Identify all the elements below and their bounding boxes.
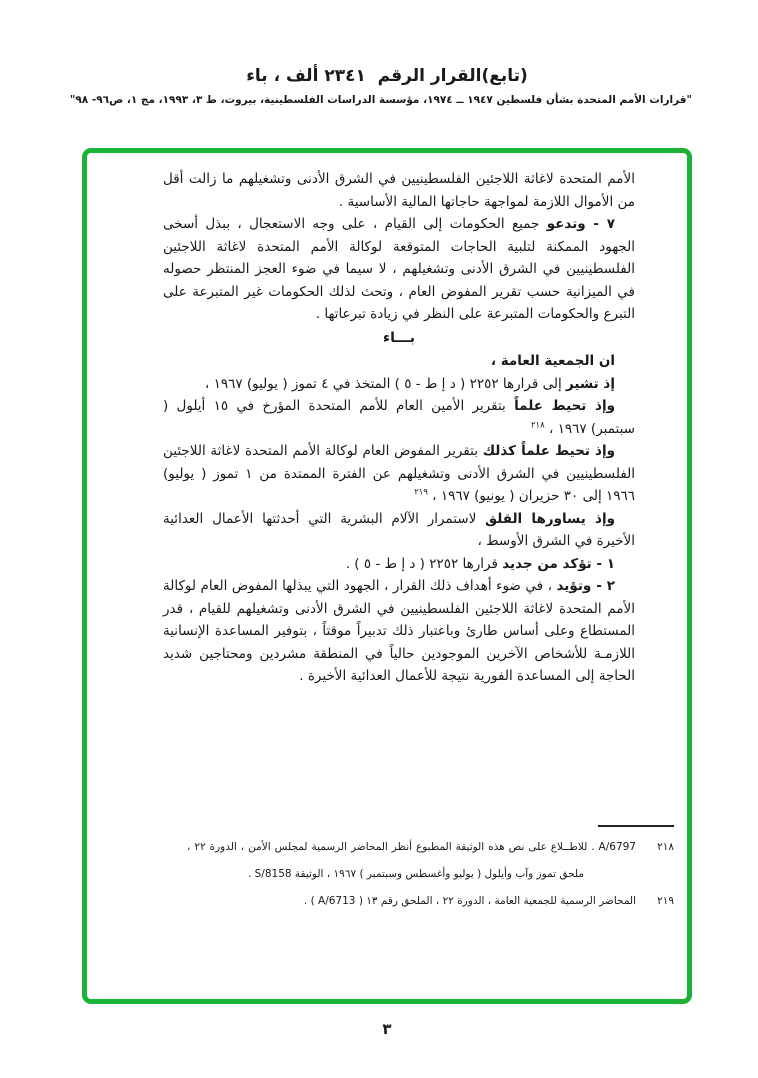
resolution-paragraph: وإذ تحيط علماً بتقرير الأمين العام للأمم المتحدة المؤرخ في ١٥ أيلول ( سبتمبر) ١٩٦٧ ، $^{٢١٨}$ — [163, 398, 635, 437]
page-number: ٣ — [382, 1020, 392, 1038]
document-header — [69, 66, 692, 106]
resolution-paragraph: ١ - تؤكد من جديد قرارها ٢٢٥٢ ( د إ ط - ٥ ) . — [345, 555, 615, 572]
footnote-separator-rule — [598, 825, 674, 827]
resolution-paragraph: وإذ يساورها القلق لاستمرار الآلام البشرية التي أحدثتها الأعمال العدائية الأخيرة في الشرق الأوسط ، — [163, 510, 635, 549]
footnotes-block — [187, 825, 674, 915]
resolution-green-box — [82, 148, 692, 1004]
footnote-number: ٢١٨ — [657, 841, 674, 853]
footnote-text: A/6797 . للاطــلاع على نص هذه الوثيقة المطبوع أنظر المحاضر الرسمية لمجلس الأمن ، الدورة ٢٢ ، ملحق تموز وآب وأيلول ( يوليو وأغسطس وسبتمبر ) ١٩٦٧ ، الوثيقة S/8158 . — [187, 841, 636, 880]
resolution-paragraph: ان الجمعية العامة ، — [490, 353, 615, 369]
footnote-reference: ٢١٨ — [530, 420, 545, 430]
footnote-items — [187, 834, 674, 915]
footnote-item — [187, 834, 674, 888]
resolution-paragraph: ٢ - وتؤيد ، في ضوء أهداف ذلك القرار ، الجهود التي يبذلها المفوض العام لوكالة الأمم المتحدة لاغاثة اللاجئين الفلسطينيين في الشرق الأدنى وتشغيلهم للقيام ، قدر المستطاع وعلى أساس طارئ وباعتبار ذلك تدبيراً موقتاً ، بتوفير المساعدة الإنسانية اللازمـة للأشخاص الآخرين الموجودين حالياً في المنطقة مشردين ومحتاجين شديد الحاجة إلى المساعدة الفورية نتيجة للأعمال العدائية الأخيرة . — [163, 578, 635, 684]
footnote-item — [187, 888, 674, 915]
section-heading: بـــاء — [382, 329, 416, 346]
page-title: (تابع)القرار الرقم ٢٣٤١ ألف ، باء — [246, 66, 528, 86]
resolution-paragraph: الأمم المتحدة لاغاثة اللاجئين الفلسطينيين في الشرق الأدنى وتشغيلهم ما زالت أقل من الأموال اللازمة لمواجهة حاجاتها المالية الأساسية . — [163, 171, 635, 210]
resolution-paragraph: إذ تشير إلى قرارها ٢٢٥٢ ( د إ ط - ٥ ) المتخذ في ٤ تموز ( يوليو) ١٩٦٧ ، — [204, 375, 615, 392]
resolution-paragraph: وإذ تحيط علماً كذلك بتقرير المفوض العام لوكالة الأمم المتحدة لاغاثة اللاجئين الفلسطينيين في الشرق الأدنى وتشغيلهم عن الفترة الممتدة من ١ تموز ( يوليو) ١٩٦٦ إلى ٣٠ حزيران ( يونيو) ١٩٦٧ ، $^{٢١٩}$ — [163, 443, 635, 504]
footnote-reference: ٢١٩ — [414, 487, 428, 498]
resolution-paragraph: ٧ - وتدعو جميع الحكومات إلى القيام ، على وجه الاستعجال ، ببذل أسخى الجهود الممكنة لتلبية الحاجات المتوقعة لوكالة الأمم المتحدة لاغاثة اللاجئين الفلسطينيين في الشرق الأدنى وتشغيلهم ، لا سيما في ضوء العجز المنتظر حصوله في الميزانية حسب تقرير المفوض العام ، وتحث لذلك الحكومات غير المتبرعة على التبرع والحكومات المتبرعة على النظر في زيادة تبرعاتها . — [163, 216, 635, 322]
footnote-text: المحاضر الرسمية للجمعية العامة ، الدورة ٢٢ ، الملحق رقم ١٣ ( A/6713 ) . — [303, 895, 636, 907]
resolution-text-column — [163, 168, 635, 688]
source-citation-line: "قرارات الأمم المتحدة بشأن فلسطين ١٩٤٧ ــ ١٩٧٤، مؤسسة الدراسات الفلسطينية، بيروت، ط ٣، ١٩٩٣، مج ١، ص٩٦- ٩٨" — [69, 94, 692, 106]
footnote-number: ٢١٩ — [657, 895, 674, 907]
